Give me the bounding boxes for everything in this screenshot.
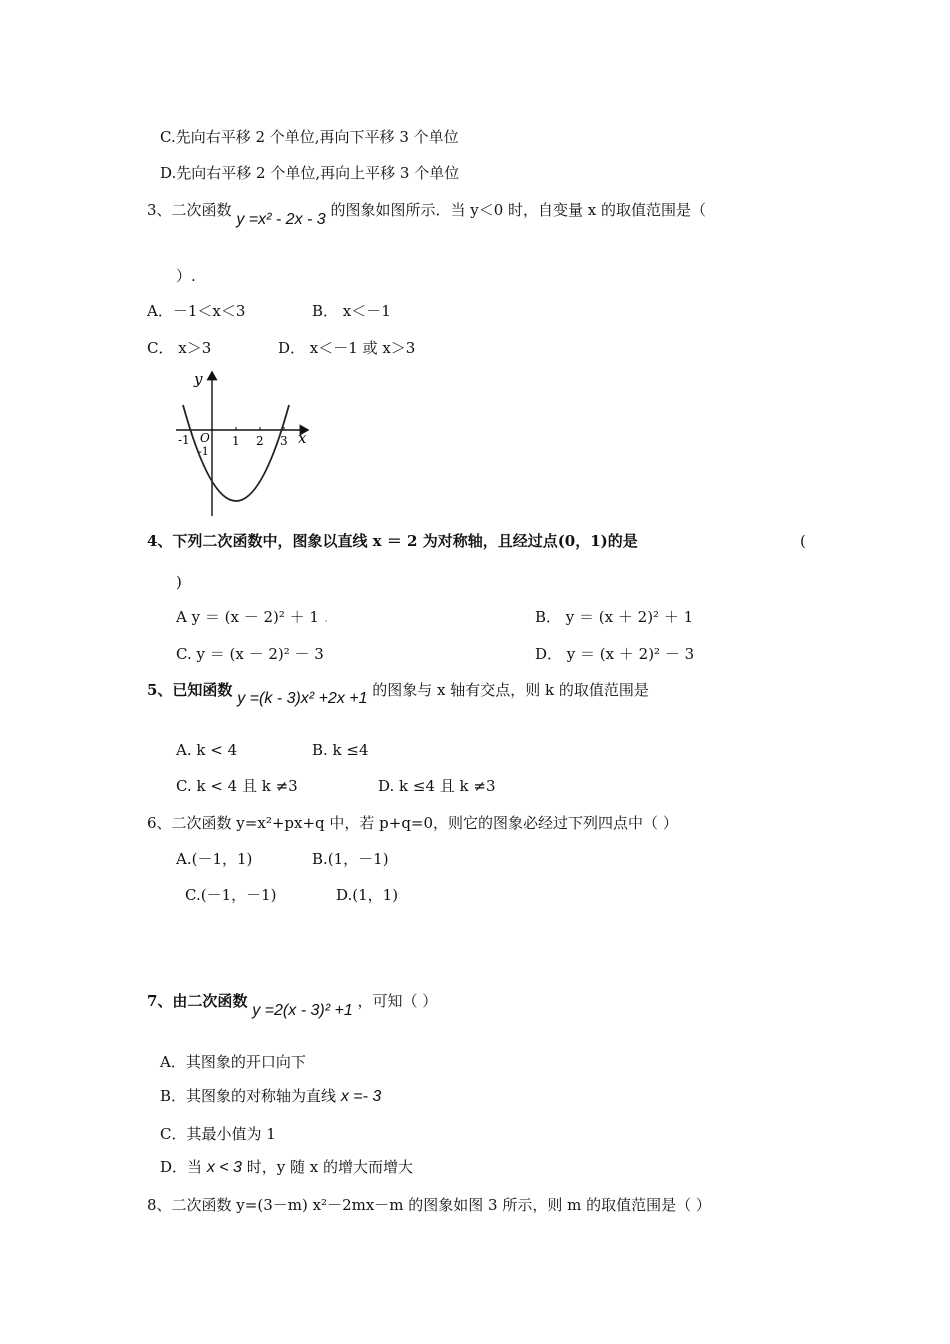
q7-option-c: C．其最小值为 1 bbox=[160, 1125, 276, 1143]
q3-prefix: 3、二次函数 bbox=[147, 201, 232, 219]
q4-option-c: C. y ＝ (x － 2)² － 3 bbox=[176, 645, 324, 663]
x-tick-label: 1 bbox=[232, 434, 240, 448]
q7-option-b-equation: x =- 3 bbox=[340, 1088, 382, 1105]
q7-option-d: D．当 x < 3 时，y 随 x 的增大而增大 bbox=[160, 1158, 413, 1176]
q7-option-d-equation: x < 3 bbox=[206, 1159, 242, 1176]
q7-prefix: 7、由二次函数 bbox=[147, 992, 248, 1010]
q6-option-d: D.(1，1) bbox=[336, 886, 399, 904]
q5-prefix: 5、已知函数 bbox=[147, 681, 233, 699]
q3-option-d: D． x＜－1 或 x＞3 bbox=[278, 339, 416, 357]
x-axis-label: x bbox=[298, 429, 307, 447]
q4-question: 4、下列二次函数中，图象以直线 x ＝ 2 为对称轴，且经过点(0，1)的是 bbox=[147, 532, 638, 550]
q5-option-d: D. k ≤4 且 k ≠3 bbox=[378, 777, 496, 795]
q3-suffix: 的图象如图所示．当 y＜0 时，自变量 x 的取值范围是（ bbox=[330, 201, 707, 219]
q3-option-a: A．－1＜x＜3 bbox=[147, 302, 246, 320]
q4-paren-open: ( bbox=[800, 532, 806, 550]
q6-option-c: C.(－1，－1) bbox=[185, 886, 277, 904]
q5-suffix: 的图象与 x 轴有交点，则 k 的取值范围是 bbox=[372, 681, 649, 699]
q5-option-c: C. k < 4 且 k ≠3 bbox=[176, 777, 298, 795]
q6-option-a: A.(－1，1) bbox=[176, 850, 253, 868]
y-axis-label: y bbox=[194, 370, 203, 388]
x-tick-label: 2 bbox=[256, 434, 264, 448]
q4-option-d: D． y ＝ (x ＋ 2)² － 3 bbox=[535, 645, 695, 663]
q7-option-a: A．其图象的开口向下 bbox=[160, 1053, 306, 1071]
q4-paren-close: ) bbox=[176, 573, 182, 591]
q5-option-b: B. k ≤4 bbox=[312, 741, 369, 759]
q2-option-d: D.先向右平移 2 个单位,再向上平移 3 个单位 bbox=[160, 164, 460, 182]
q3-equation: y =x² - 2x - 3 bbox=[236, 211, 326, 228]
q5-equation: y =(k - 3)x² +2x +1 bbox=[237, 690, 368, 707]
q3-question bbox=[147, 200, 707, 228]
q6-question: 6、二次函数 y=x²+px+q 中，若 p+q=0，则它的图象必经过下列四点中（ ） bbox=[147, 814, 678, 832]
x-tick-label: -1 bbox=[178, 433, 190, 447]
x-tick-label: 3 bbox=[280, 434, 288, 448]
q7-suffix: ，可知（ ） bbox=[357, 992, 438, 1010]
parabola-graph bbox=[170, 366, 320, 522]
q7-equation: y =2(x - 3)² +1 bbox=[252, 1002, 353, 1019]
highlight-dot: . bbox=[323, 608, 329, 626]
q3-close-paren: ）. bbox=[176, 267, 196, 285]
q4-option-a: A y ＝ (x － 2)² ＋ 1 . bbox=[176, 608, 329, 626]
y-tick-label: -1 bbox=[198, 445, 209, 458]
q4-option-b: B． y ＝ (x ＋ 2)² ＋ 1 bbox=[535, 608, 694, 626]
q7-option-b: B．其图象的对称轴为直线 x =- 3 bbox=[160, 1087, 382, 1105]
q5-question bbox=[147, 680, 649, 707]
q6-option-b: B.(1，－1) bbox=[312, 850, 389, 868]
q2-option-c: C.先向右平移 2 个单位,再向下平移 3 个单位 bbox=[160, 128, 459, 146]
q7-question bbox=[147, 991, 438, 1019]
q8-question: 8、二次函数 y=(3－m) x²－2mx－m 的图象如图 3 所示，则 m 的取值范围是（ ） bbox=[147, 1196, 711, 1214]
q5-option-a: A. k < 4 bbox=[176, 741, 238, 759]
q3-option-b: B． x＜－1 bbox=[312, 302, 391, 320]
q3-option-c: C． x＞3 bbox=[147, 339, 212, 357]
origin-label: O bbox=[200, 431, 210, 445]
